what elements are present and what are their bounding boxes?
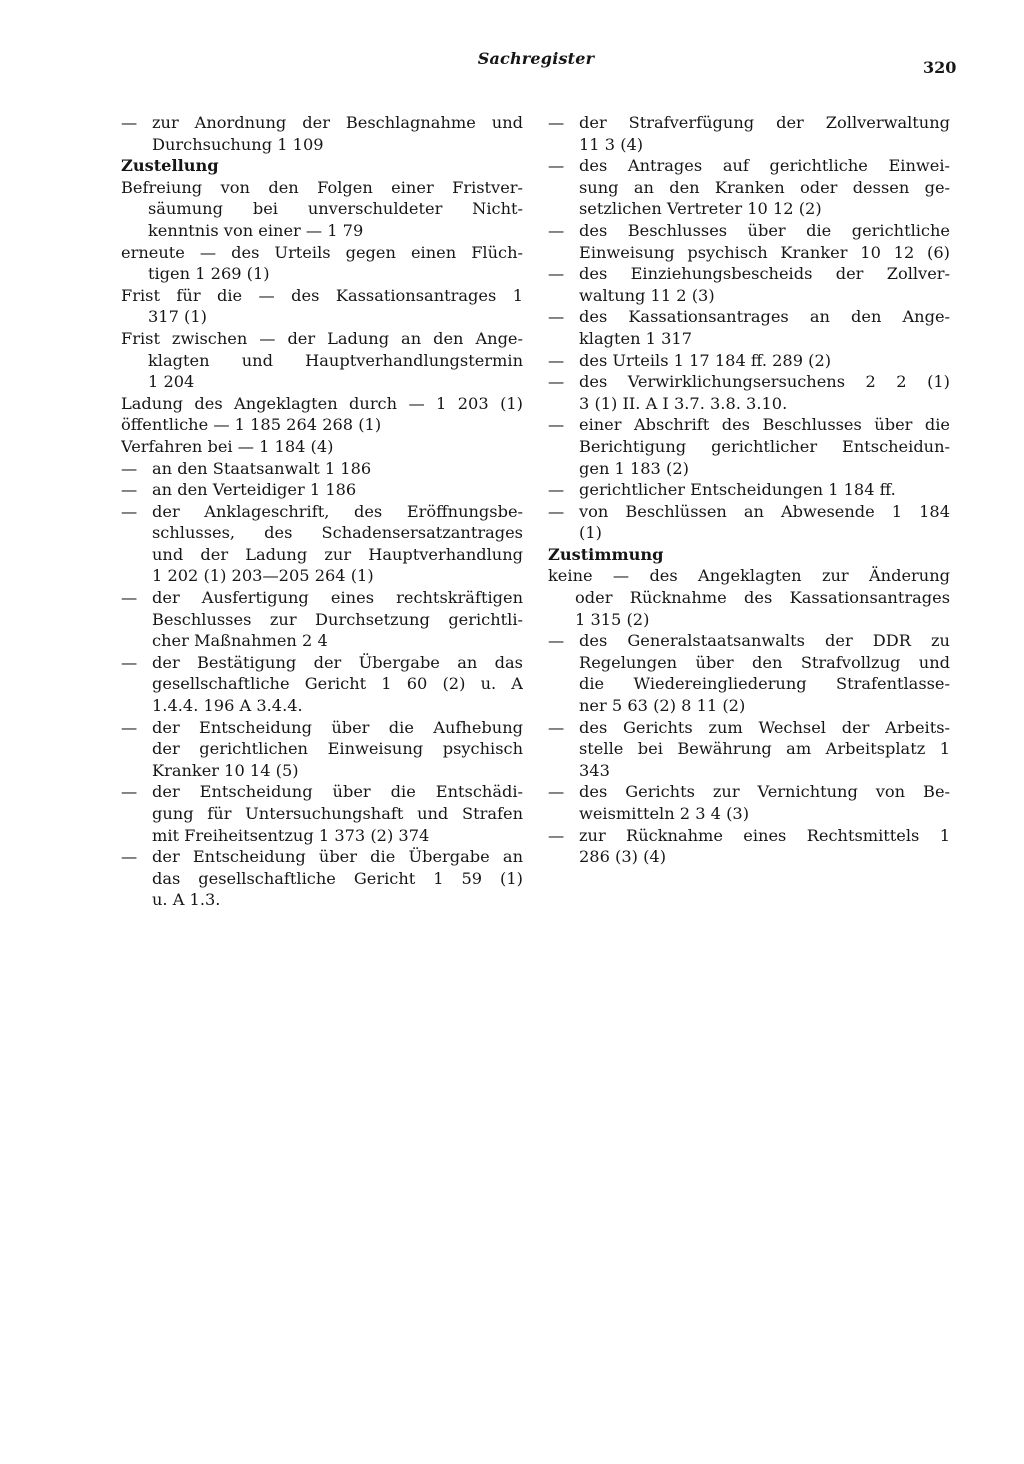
index-line — [548, 501, 950, 523]
index-text: Befreiung von den Folgen einer Fristver- — [121, 177, 523, 197]
index-text: der Strafverfügung der Zollverwaltung — [579, 113, 950, 132]
index-line — [121, 393, 523, 415]
left-index-column — [121, 112, 523, 911]
index-text: der Entscheidung über die Entschädi- — [152, 782, 523, 802]
index-line — [548, 609, 950, 631]
index-text: mit Freiheitsentzug 1 373 (2) 374 — [152, 825, 430, 845]
index-text: Zustimmung — [548, 544, 664, 564]
index-text: Regelungen über den Strafvollzug und — [579, 652, 950, 672]
index-text: 1 202 (1) 203—205 264 (1) — [152, 566, 374, 586]
index-line — [121, 198, 523, 220]
index-line — [121, 825, 523, 847]
index-line — [548, 414, 950, 436]
index-line — [121, 479, 523, 501]
index-text: oder Rücknahme des Kassationsantrages — [575, 588, 950, 608]
index-line — [121, 609, 523, 631]
index-line — [548, 565, 950, 587]
index-text: Beschlusses zur Durchsetzung gerichtli- — [152, 609, 523, 629]
index-text: (1) — [579, 523, 602, 543]
index-text: 11 3 (4) — [579, 134, 644, 154]
index-line — [548, 846, 950, 868]
index-text: waltung 11 2 (3) — [579, 285, 715, 305]
index-line — [548, 652, 950, 674]
entry-dash: — — [548, 350, 565, 370]
index-line — [121, 112, 523, 134]
index-text: Einweisung psychisch Kranker 10 12 (6) — [579, 242, 950, 262]
entry-dash: — — [121, 588, 138, 608]
index-line — [548, 738, 950, 760]
index-text: 343 — [579, 760, 610, 780]
index-text: sung an den Kranken oder dessen ge- — [579, 177, 950, 197]
index-line — [548, 393, 950, 415]
index-text: des Gerichts zum Wechsel der Arbeits- — [579, 717, 950, 737]
index-text: gen 1 183 (2) — [579, 458, 689, 478]
index-line — [121, 371, 523, 393]
index-line — [121, 522, 523, 544]
index-text: ner 5 63 (2) 8 11 (2) — [579, 696, 746, 716]
index-text: des Antrages auf gerichtliche Einwei- — [579, 156, 950, 176]
index-line — [121, 285, 523, 307]
index-line — [548, 285, 950, 307]
index-line — [548, 112, 950, 134]
index-line — [548, 673, 950, 695]
index-text: des Verwirklichungsersuchens 2 2 (1) — [579, 372, 950, 392]
index-text: und der Ladung zur Hauptverhandlung — [152, 544, 523, 564]
index-text: gung für Untersuchungshaft und Strafen — [152, 804, 523, 823]
index-line — [548, 155, 950, 177]
index-text: zur Anordnung der Beschlagnahme und — [152, 113, 523, 132]
index-line — [121, 544, 523, 566]
index-text: keine — des Angeklagten zur Änderung — [548, 566, 950, 586]
index-line — [548, 522, 950, 544]
index-text: der Ausfertigung eines rechtskräftigen — [152, 588, 523, 608]
index-line — [121, 220, 523, 242]
index-line — [121, 350, 523, 372]
index-line — [121, 652, 523, 674]
index-line — [121, 695, 523, 717]
index-line — [548, 760, 950, 782]
index-line — [548, 220, 950, 242]
index-text: des Generalstaatsanwalts der DDR zu — [579, 631, 950, 651]
entry-dash: — — [121, 782, 138, 802]
index-line — [121, 328, 523, 350]
index-text: weismitteln 2 3 4 (3) — [579, 804, 750, 823]
index-line — [121, 565, 523, 587]
index-line — [121, 263, 523, 285]
index-text: klagten 1 317 — [579, 328, 692, 348]
index-line — [121, 760, 523, 782]
index-line — [121, 458, 523, 480]
entry-dash: — — [121, 652, 138, 672]
index-line — [121, 889, 523, 911]
index-text: an den Verteidiger 1 186 — [152, 480, 357, 500]
index-line — [121, 630, 523, 652]
entry-dash: — — [548, 501, 565, 521]
page-number: 320 — [923, 58, 957, 77]
index-heading — [548, 544, 950, 566]
index-text: 1 315 (2) — [575, 609, 650, 629]
index-line — [548, 717, 950, 739]
index-text: säumung bei unverschuldeter Nicht- — [148, 199, 523, 219]
index-text: erneute — des Urteils gegen einen Flüch- — [121, 242, 523, 262]
index-text: des Einziehungsbescheids der Zollver- — [579, 264, 950, 284]
index-text: klagten und Hauptverhandlungstermin — [148, 350, 523, 370]
index-text: an den Staatsanwalt 1 186 — [152, 458, 372, 478]
right-index-column — [548, 112, 950, 868]
index-text: des Beschlusses über die gerichtliche — [579, 220, 950, 240]
index-text: u. A 1.3. — [152, 890, 221, 910]
entry-dash: — — [121, 458, 138, 478]
index-text: zur Rücknahme eines Rechtsmittels 1 — [579, 825, 950, 845]
index-text: des Gerichts zur Vernichtung von Be- — [579, 782, 950, 802]
index-text: von Beschlüssen an Abwesende 1 184 — [579, 501, 950, 521]
index-text: der gerichtlichen Einweisung psychisch — [152, 739, 523, 759]
index-text: des Kassationsantrages an den Ange- — [579, 307, 950, 327]
entry-dash: — — [121, 113, 138, 132]
index-text: Zustellung — [121, 156, 219, 176]
entry-dash: — — [548, 825, 565, 845]
index-line — [548, 630, 950, 652]
index-text: des Urteils 1 17 184 ff. 289 (2) — [579, 350, 832, 370]
index-text: der Entscheidung über die Aufhebung — [152, 717, 523, 737]
index-text: 3 (1) II. A I 3.7. 3.8. 3.10. — [579, 393, 788, 413]
index-line — [121, 436, 523, 458]
index-text: das gesellschaftliche Gericht 1 59 (1) — [152, 868, 523, 888]
index-line — [121, 134, 523, 156]
index-line — [548, 263, 950, 285]
index-line — [121, 414, 523, 436]
index-text: Ladung des Angeklagten durch — 1 203 (1) — [121, 393, 523, 413]
running-header: Sachregister — [477, 49, 595, 68]
index-line — [548, 781, 950, 803]
entry-dash: — — [548, 782, 565, 802]
index-line — [548, 825, 950, 847]
index-text: der Anklageschrift, des Eröffnungsbe- — [152, 501, 523, 521]
entry-dash: — — [548, 156, 565, 176]
index-line — [548, 306, 950, 328]
index-line — [121, 587, 523, 609]
entry-dash: — — [548, 480, 565, 500]
index-text: die Wiedereingliederung Strafentlasse- — [579, 674, 950, 694]
index-line — [548, 350, 950, 372]
index-line — [121, 846, 523, 868]
entry-dash: — — [121, 501, 138, 521]
entry-dash: — — [548, 415, 565, 435]
index-text: Kranker 10 14 (5) — [152, 760, 299, 780]
index-line — [121, 501, 523, 523]
index-line — [121, 868, 523, 890]
index-line — [548, 328, 950, 350]
index-text: cher Maßnahmen 2 4 — [152, 631, 328, 651]
index-line — [548, 695, 950, 717]
index-line — [121, 242, 523, 264]
entry-dash: — — [548, 113, 565, 132]
index-line — [121, 717, 523, 739]
index-text: 317 (1) — [148, 307, 207, 327]
index-line — [121, 738, 523, 760]
index-text: öffentliche — 1 185 264 268 (1) — [121, 415, 382, 435]
index-text: Verfahren bei — 1 184 (4) — [121, 436, 334, 456]
index-line — [548, 587, 950, 609]
index-line — [121, 177, 523, 199]
index-line — [548, 177, 950, 199]
index-line — [548, 458, 950, 480]
index-line — [121, 781, 523, 803]
index-line — [121, 306, 523, 328]
index-line — [548, 479, 950, 501]
index-text: einer Abschrift des Beschlusses über die — [579, 415, 950, 435]
index-text: Durchsuchung 1 109 — [152, 134, 324, 154]
index-text: 1.4.4. 196 A 3.4.4. — [152, 696, 303, 716]
index-line — [548, 242, 950, 264]
index-text: der Entscheidung über die Übergabe an — [152, 847, 523, 867]
entry-dash: — — [548, 264, 565, 284]
index-line — [548, 134, 950, 156]
index-heading — [121, 155, 523, 177]
index-text: gesellschaftliche Gericht 1 60 (2) u. A — [152, 674, 523, 694]
index-line — [548, 436, 950, 458]
index-text: Frist zwischen — der Ladung an den Ange- — [121, 328, 523, 348]
index-text: setzlichen Vertreter 10 12 (2) — [579, 199, 822, 219]
index-text: gerichtlicher Entscheidungen 1 184 ff. — [579, 480, 896, 500]
entry-dash: — — [548, 372, 565, 392]
index-text: tigen 1 269 (1) — [148, 264, 270, 284]
entry-dash: — — [548, 220, 565, 240]
index-text: Frist für die — des Kassationsantrages 1 — [121, 285, 523, 305]
entry-dash: — — [121, 717, 138, 737]
entry-dash: — — [121, 847, 138, 867]
index-line — [548, 198, 950, 220]
entry-dash: — — [548, 631, 565, 651]
entry-dash: — — [548, 307, 565, 327]
entry-dash: — — [121, 480, 138, 500]
index-text: 1 204 — [148, 372, 195, 392]
index-text: 286 (3) (4) — [579, 847, 667, 867]
index-line — [548, 803, 950, 825]
index-text: Berichtigung gerichtlicher Entscheidun- — [579, 436, 950, 456]
index-text: schlusses, des Schadensersatzantrages — [152, 523, 523, 543]
index-line — [121, 803, 523, 825]
index-text: kenntnis von einer — 1 79 — [148, 220, 364, 240]
index-text: stelle bei Bewährung am Arbeitsplatz 1 — [579, 739, 950, 759]
index-line — [121, 673, 523, 695]
index-line — [548, 371, 950, 393]
index-text: der Bestätigung der Übergabe an das — [152, 652, 523, 672]
entry-dash: — — [548, 717, 565, 737]
